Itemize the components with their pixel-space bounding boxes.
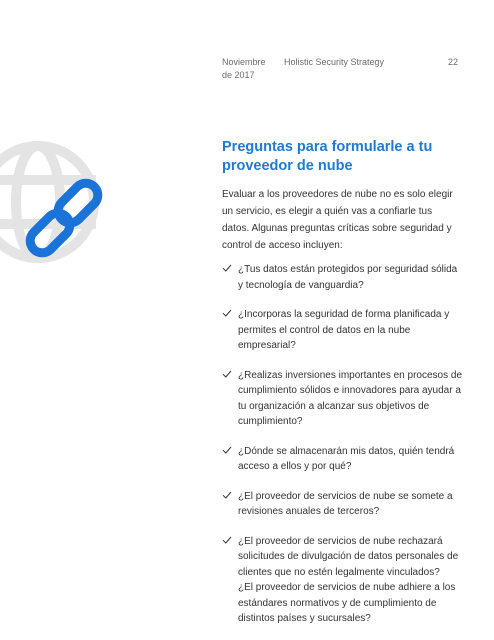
intro-paragraph: Evaluar a los proveedores de nube no es solo elegir un servicio, es elegir a quién vas a confiarle tus datos. Algunas preguntas críticas sobre seguridad y control de acceso incluyen:	[222, 189, 453, 251]
page-number: 22	[447, 57, 458, 67]
checkmark-icon	[222, 445, 232, 455]
checkmark-icon	[222, 308, 232, 318]
globe-chain-icon	[0, 140, 120, 270]
checkmark-icon	[222, 369, 232, 379]
checkmark-icon	[222, 535, 232, 545]
list-item	[222, 444, 462, 475]
list-item	[222, 262, 462, 293]
question-text: ¿El proveedor de servicios de nube se somete a revisiones anuales de terceros?	[238, 490, 453, 517]
question-text: ¿Dónde se almacenarán mis datos, quién tendrá acceso a ellos y por qué?	[238, 445, 455, 472]
section-title: Preguntas para formularle a tu proveedor de nube	[222, 139, 433, 174]
question-text: ¿El proveedor de servicios de nube rechazará solicitudes de divulgación de datos personales de clientes que no estén legalmente vinculados? ¿El proveedor de servicios de nube adhiere a los estándares normativos y de cumplimiento de distintos países y sucursales?	[238, 535, 459, 624]
header-date: Noviembre de 2017	[222, 57, 266, 80]
question-text: ¿Realizas inversiones importantes en procesos de cumplimiento sólidos e innovadores para ayudar a tu organización a alcanzar sus objetivos de cumplimiento?	[238, 369, 462, 427]
question-text: ¿Incorporas la seguridad de forma planificada y permites el control de datos en la nube empresarial?	[238, 309, 450, 351]
question-list	[222, 262, 462, 627]
list-item	[222, 489, 462, 520]
checkmark-icon	[222, 263, 232, 273]
list-item	[222, 368, 462, 430]
list-item	[222, 534, 462, 627]
checkmark-icon	[222, 490, 232, 500]
header-document-title: Holistic Security Strategy	[284, 57, 385, 67]
list-item	[222, 307, 462, 354]
question-text: ¿Tus datos están protegidos por seguridad sólida y tecnología de vanguardia?	[238, 264, 458, 291]
globe-icon	[0, 146, 96, 258]
